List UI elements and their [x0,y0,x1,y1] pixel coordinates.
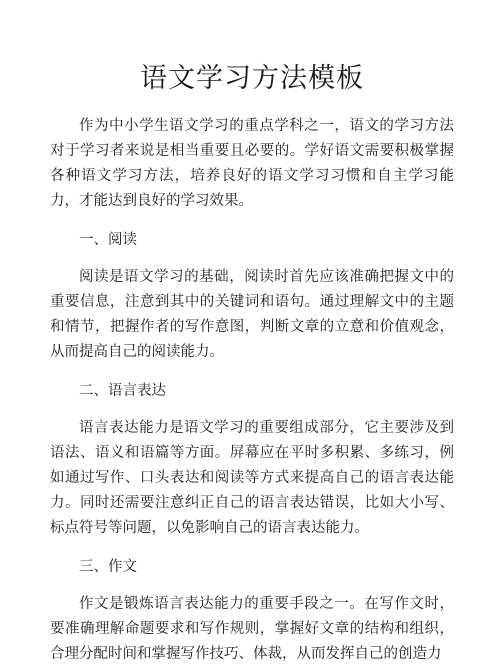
section-heading-reading: 一、阅读 [79,232,137,248]
section-composition [50,555,454,667]
section-heading-composition: 三、作文 [79,559,137,575]
section-body-language-expression: 语言表达能力是语文学习的重要组成部分，它主要涉及到 语法、语义和语篇等方面。屏幕应在平时多积累、多练习，例 如通过写作、口头表达和阅读等方式来提高自己的语言表达能 力。同时还需要注意纠正自己的语言表达错误，比如大小写、 标点符号等问题，以免影响自己的语言表达能力。 [50,420,454,536]
document-title: 语文学习方法模板 [140,63,364,94]
section-heading-language-expression: 二、语言表达 [79,383,166,399]
section-body-reading: 阅读是语文学习的基础，阅读时首先应该准确把握文中的 重要信息，注意到其中的关键词和语句。通过理解文中的主题 和情节，把握作者的写作意图，判断文章的立意和价值观念， 从而提高自己的阅读能力。 [50,269,454,360]
section-body-composition: 作文是锻炼语言表达能力的重要手段之一。在写作文时， 要准确理解命题要求和写作规则，掌握好文章的结构和组织， 合理分配时间和掌握写作技巧、体裁，从而发挥自己的创造力 [50,596,454,662]
intro-paragraph: 作为中小学生语文学习的重点学科之一，语文的学习方法 对于学习者来说是相当重要且必要的。学好语文需要积极掌握 各种语文学习方法，培养良好的语文学习习惯和自主学习能力，才能达到良好的学习效果。 [50,118,454,209]
section-reading [50,228,454,365]
section-language-expression [50,379,454,541]
